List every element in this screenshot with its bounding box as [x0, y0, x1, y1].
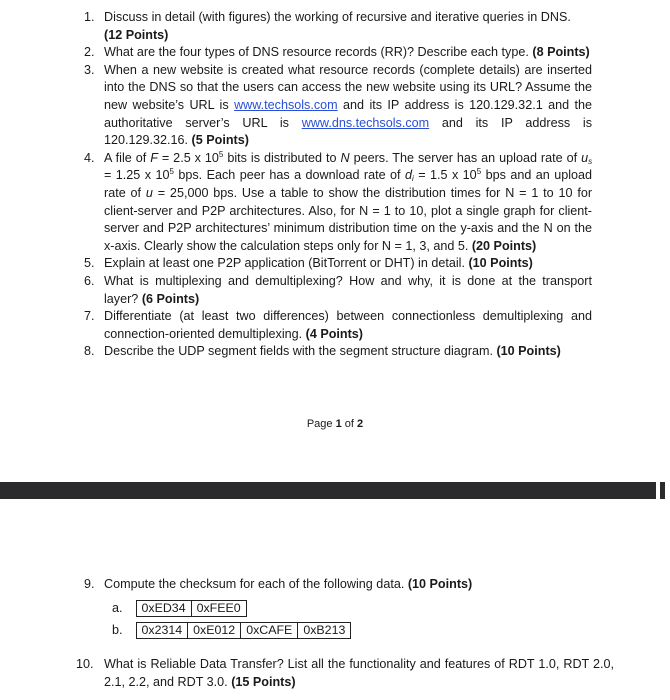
question-text: = 1.25 x 10: [104, 168, 170, 183]
exponent: 5: [476, 167, 482, 177]
question-list: [82, 9, 592, 361]
question-number: 10.: [76, 657, 94, 671]
question-text: Discuss in detail (with figures) the working of recursive and iterative queries in DNS.: [104, 10, 571, 24]
question-points: (8 Points): [532, 45, 590, 60]
question-text: Explain at least one P2P application (BitTorrent or DHT) in detail.: [104, 256, 465, 271]
question-text: and its IP address is 120.129.32.16.: [104, 115, 593, 148]
page-divider-end: [660, 482, 665, 499]
variable-us: u: [581, 150, 589, 165]
question-text: bps and an upload rate of: [104, 168, 593, 200]
question-text: peers. The server has an upload rate of: [353, 150, 578, 165]
question-points: (10 Points): [468, 256, 533, 271]
question-8: [82, 343, 592, 361]
question-points: (15 Points): [231, 674, 296, 689]
question-3: [82, 62, 592, 150]
question-text: What is multiplexing and demultiplexing? How and why, it is done at the transport layer?: [104, 273, 592, 306]
question-number: 6.: [84, 273, 95, 288]
question-number: 3.: [84, 62, 95, 77]
question-text: A file of: [104, 150, 147, 165]
data-word: 0xED34: [141, 601, 186, 616]
dns-server-url-link[interactable]: www.dns.techsols.com: [301, 115, 430, 130]
question-text: = 1.5 x 10: [418, 168, 477, 183]
subquestion-a: [112, 600, 247, 618]
subquestion-letter: a.: [112, 601, 123, 615]
page-footer: [0, 416, 670, 434]
question-text: What is Reliable Data Transfer? List all the functionality and features of RDT 1.0, RDT 2.0, 2.1, 2.2, and RDT 3.0.: [104, 657, 614, 689]
question-4: [82, 150, 592, 256]
data-words-a: [136, 600, 247, 617]
question-number: 2.: [84, 45, 95, 60]
exponent: 5: [218, 149, 224, 159]
question-text: bits is distributed to: [227, 150, 337, 165]
question-points: (4 Points): [305, 326, 363, 341]
subscript: s: [588, 156, 593, 166]
website-url-link[interactable]: www.techsols.com: [234, 97, 338, 112]
question-text: Differentiate (at least two differences) between connectionless demultiplexing and connection-oriented demultiplexing.: [104, 309, 592, 341]
question-points: (6 Points): [141, 291, 200, 306]
question-5: [82, 255, 592, 273]
question-text: bps. Each peer has a download rate of: [178, 168, 401, 183]
question-1: [82, 9, 592, 44]
question-text: and its IP address is 120.129.32.1 and the authoritative server’s URL is: [104, 97, 592, 130]
question-number: 4.: [84, 150, 95, 165]
question-text: = 2.5 x 10: [161, 150, 219, 165]
question-points: (20 Points): [471, 238, 537, 253]
footer-of: of: [344, 418, 354, 430]
question-points: (10 Points): [407, 577, 473, 591]
question-number: 8.: [84, 344, 95, 359]
page-divider-bar: [0, 482, 656, 499]
question-text: = 25,000 bps. Use a table to show the distribution times for N = 1 to 10 for client-server and P2P architectures. Also, for N = 1 to 10, plot a single graph for client-server and P2P architectures’ minimum distribution time on the y-axis and the N on the x-axis. Clearly show the calculation steps only for N = 1, 3, and 5.: [104, 185, 593, 253]
footer-label: Page: [306, 418, 333, 430]
question-points: (10 Points): [496, 344, 561, 359]
exponent: 5: [169, 167, 174, 177]
subquestion-b: [112, 622, 351, 640]
data-word: 0xCAFE: [240, 623, 297, 638]
data-word: 0xE012: [187, 623, 240, 638]
data-word: 0xB213: [297, 623, 350, 638]
variable-f: F: [150, 150, 158, 165]
question-number: 1.: [84, 10, 95, 24]
variable-di: d: [404, 168, 412, 183]
question-number: 7.: [84, 309, 95, 324]
question-6: [82, 273, 592, 308]
data-word: 0x2314: [141, 623, 183, 638]
question-number: 5.: [84, 256, 95, 271]
question-2: [82, 44, 592, 62]
question-text: Compute the checksum for each of the following data.: [104, 577, 405, 591]
question-points: (12 Points): [104, 27, 169, 42]
question-number: 9.: [84, 577, 95, 591]
question-9: [82, 576, 614, 594]
footer-total-pages: 2: [357, 418, 364, 430]
question-text: What are the four types of DNS resource records (RR)? Describe each type.: [104, 45, 529, 60]
question-text: When a new website is created what resource records (complete details) are inserted into the DNS so that the users can access the new website using its URL? Assume the new website’s URL is: [104, 62, 592, 112]
question-10: [76, 656, 614, 691]
subscript: i: [412, 174, 414, 184]
data-word: 0xFEE0: [191, 601, 246, 616]
footer-current-page: 1: [335, 418, 342, 430]
variable-u: u: [145, 185, 153, 200]
subquestion-letter: b.: [112, 623, 123, 637]
variable-n: N: [340, 150, 350, 165]
question-text: Describe the UDP segment fields with the segment structure diagram.: [104, 344, 493, 359]
question-points: (5 Points): [191, 133, 249, 148]
data-words-b: [136, 622, 352, 639]
question-7: [82, 308, 592, 343]
